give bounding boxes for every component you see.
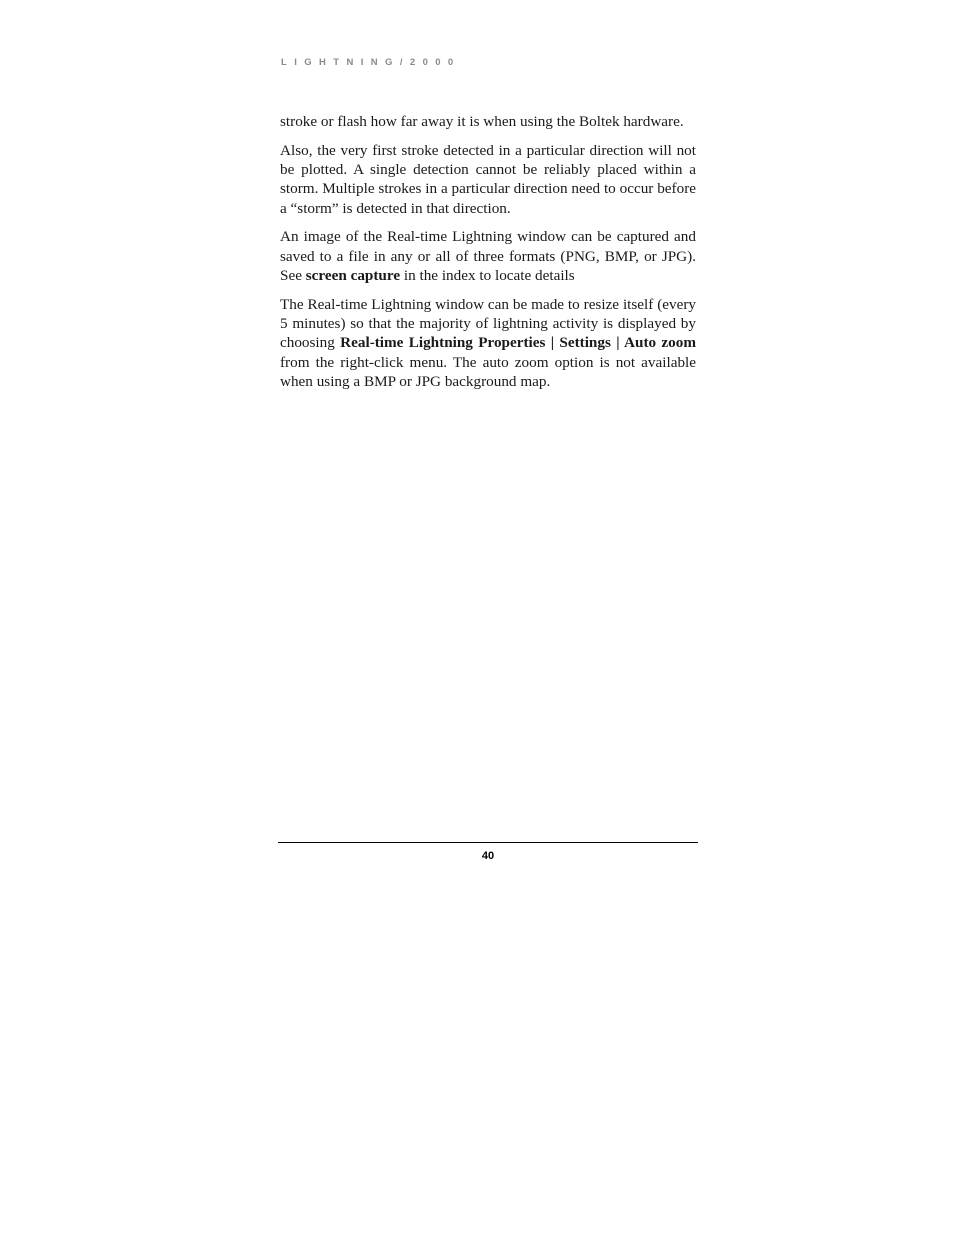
paragraph-2 [280,141,696,218]
paragraph-4 [280,295,696,391]
paragraph-1 [280,112,696,131]
footer-rule [278,842,698,843]
paragraph-3 [280,227,696,285]
paragraph-1-text: stroke or flash how far away it is when using the Boltek hardware. [280,113,684,130]
page-number: 40 [481,850,495,862]
paragraph-2-text: Also, the very first stroke detected in a particular direction will not be plotted. A single detection cannot be reliably placed within a storm. Multiple strokes in a particular direction need to occur before a “storm” is detected in that direction. [280,141,696,217]
paragraph-4-text-start: The Real-time Lightning window can be made to resize itself (every 5 minutes) so that the majority of lightning activity is displayed by choosing [280,295,696,352]
menu-path-auto-zoom: Real-time Lightning Properties | Settings | Auto zoom [340,334,696,352]
body-text [280,112,696,401]
running-header: LIGHTNING/2000 [281,57,461,68]
screen-capture-term: screen capture [305,267,401,285]
paragraph-4-text-end: from the right-click menu. The auto zoom option is not available when using a BMP or JPG background map. [280,353,696,391]
paragraph-3-text-end: in the index to locate details [400,267,575,285]
paragraph-3-text-start: An image of the Real-time Lightning window can be captured and saved to a file in any or all of three formats (PNG, BMP, or JPG). See [280,228,696,285]
